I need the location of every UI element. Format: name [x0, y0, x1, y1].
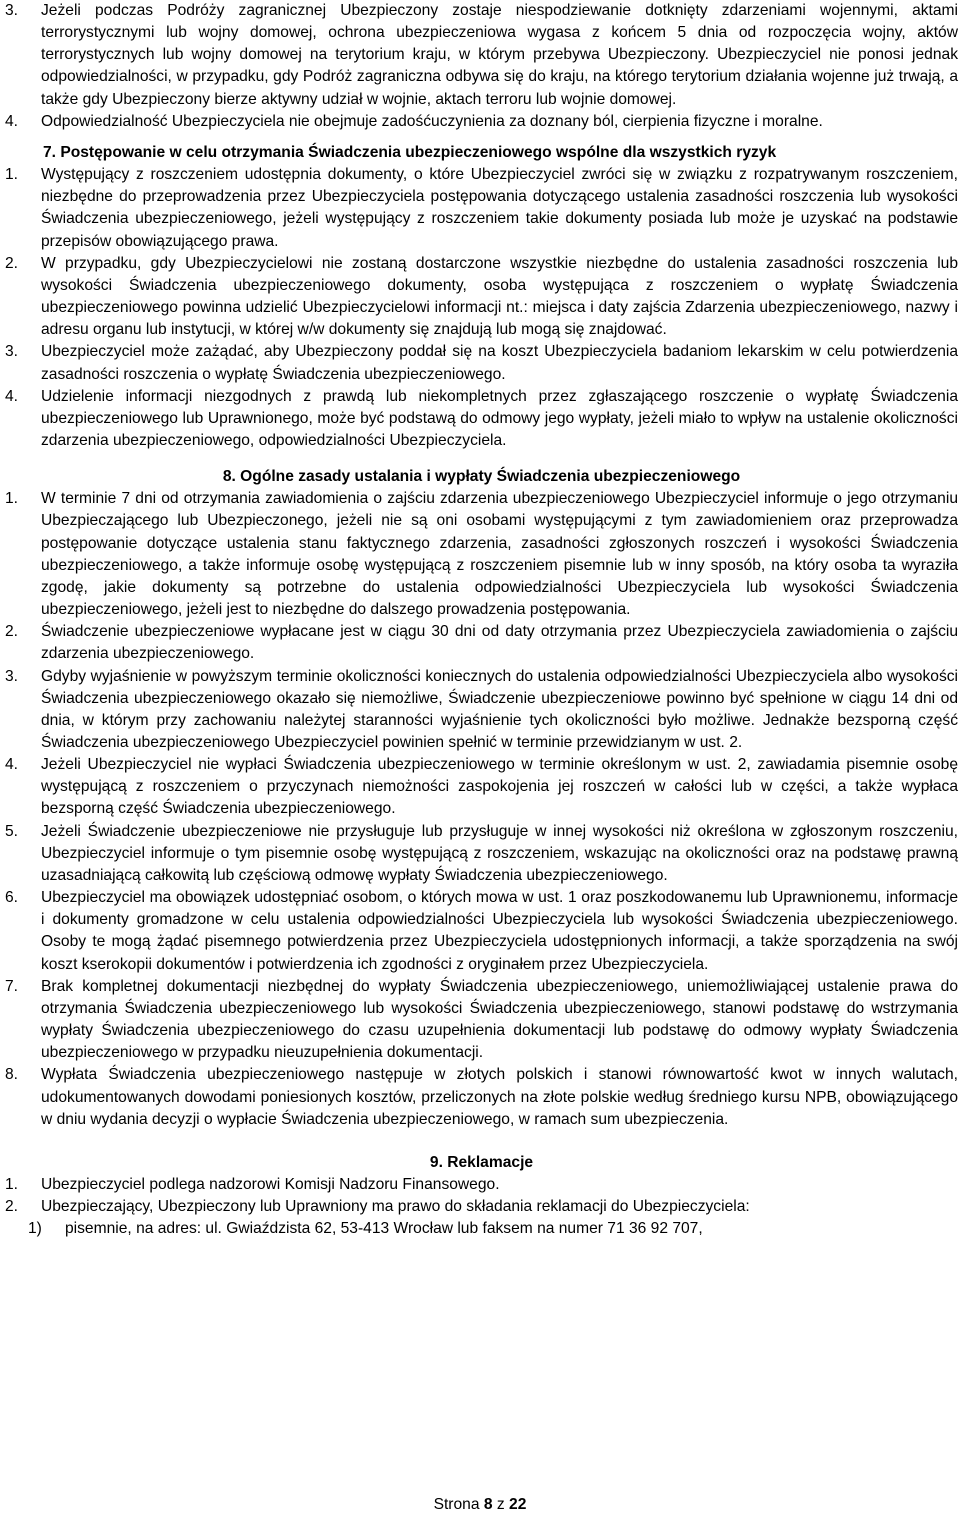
- item-number: 6.: [5, 889, 19, 907]
- item-text: Odpowiedzialność Ubezpieczyciela nie obejmuje zadośćuczynienia za doznany ból, cierpienia fizyczne i moralne.: [41, 112, 823, 130]
- item-number: 2.: [5, 254, 19, 272]
- list-item: [5, 0, 958, 111]
- item-text: W przypadku, gdy Ubezpieczycielowi nie zostaną dostarczone wszystkie niezbędne do ustalenia zasadności roszczenia lub wysokości Świadczenia ubezpieczeniowego dokumenty, osoba występująca z roszczeniem o wypłatę Świadczenia ubezpieczeniowego powinna udzielić Ubezpieczycielowi informacji nt.: miejsca i daty zajścia Zdarzenia ubezpieczeniowego, nazwy i adresu organu lub instytucji, w której w/w dokumenty się znajdują lub mogą się znajdować.: [41, 254, 958, 339]
- item-number: 4.: [5, 387, 19, 405]
- item-text: Ubezpieczający, Ubezpieczony lub Uprawniony ma prawo do składania reklamacji do Ubezpieczyciela:: [41, 1198, 750, 1216]
- section-9-list: [5, 1174, 958, 1218]
- item-number: 3.: [5, 343, 19, 361]
- list-item: [5, 887, 958, 976]
- item-number: 1.: [5, 166, 19, 184]
- sub-item-number: 1): [28, 1220, 42, 1238]
- list-item: [5, 341, 958, 385]
- item-text: Ubezpieczyciel może zażądać, aby Ubezpieczony poddał się na koszt Ubezpieczyciela badaniom lekarskim w celu potwierdzenia zasadności roszczenia o wypłatę Świadczenia ubezpieczeniowego.: [41, 343, 958, 383]
- item-number: 4.: [5, 112, 19, 130]
- item-text: Udzielenie informacji niezgodnych z prawdą lub niekompletnych przez zgłaszającego roszczenie o wypłatę Świadczenia ubezpieczeniowego lub Uprawnionego, może być podstawą do odmowy jego wypłaty, jeżeli miało to wpływ na ustalenie okoliczności zdarzenia ubezpieczeniowego, odpowiedzialności Ubezpieczyciela.: [41, 387, 958, 449]
- list-item: [5, 253, 958, 342]
- list-item: [5, 386, 958, 452]
- item-number: 2.: [5, 623, 19, 641]
- item-text: Gdyby wyjaśnienie w powyższym terminie okoliczności koniecznych do ustalenia odpowiedzialności Ubezpieczyciela albo wysokości Świadczenia ubezpieczeniowego okazało się niemożliwe, Świadczenie ubezpieczeniowe powinno być spełnione w ciągu 14 dni od dnia, w którym przy zachowaniu należytej staranności wyjaśnienie tych okoliczności było możliwe. Jednakże bezsporną część Świadczenia ubezpieczeniowego Ubezpieczyciel powinien spełnić w terminie przewidzianym w ust. 2.: [41, 667, 958, 751]
- item-number: 5.: [5, 822, 19, 840]
- footer-current-page: 8: [483, 1496, 493, 1513]
- document-page: [5, 0, 958, 1240]
- item-number: 3.: [5, 667, 19, 685]
- list-item: [5, 488, 958, 621]
- section-heading-7: 7. Postępowanie w celu otrzymania Świadczenia ubezpieczeniowego wspólne dla wszystkich ryzyk: [43, 143, 777, 161]
- section-6-list: [5, 0, 958, 133]
- list-item: [5, 976, 958, 1065]
- item-number: 2.: [5, 1198, 19, 1216]
- item-number: 1.: [5, 490, 19, 508]
- sub-item-text: pisemnie, na adres: ul. Gwiaździsta 62, 53-413 Wrocław lub faksem na numer 71 36 92 707,: [65, 1220, 703, 1238]
- item-number: 8.: [5, 1066, 19, 1084]
- list-item: [5, 666, 958, 755]
- item-text: Ubezpieczyciel podlega nadzorowi Komisji Nadzoru Finansowego.: [41, 1175, 500, 1193]
- section-8-list: [5, 488, 958, 1131]
- item-number: 3.: [5, 2, 19, 19]
- page-footer: [0, 1494, 960, 1516]
- footer-total-pages: 22: [509, 1496, 527, 1513]
- list-item: [5, 621, 958, 665]
- list-item: [5, 164, 958, 253]
- list-item: [5, 1174, 958, 1196]
- item-text: Świadczenie ubezpieczeniowe wypłacane jest w ciągu 30 dni od daty otrzymania przez Ubezpieczyciela zawiadomienia o zajściu zdarzenia ubezpieczeniowego.: [41, 623, 958, 663]
- list-item: [5, 754, 958, 820]
- item-number: 1.: [5, 1175, 19, 1193]
- item-text: Brak kompletnej dokumentacji niezbędnej do wypłaty Świadczenia ubezpieczeniowego, uniemożliwiającej ustalenie prawa do otrzymania Świadczenia ubezpieczeniowego lub wysokości Świadczenia ubezpieczeniowego, stanowi podstawę do wstrzymania wypłaty Świadczenia ubezpieczeniowego do czasu uzupełnienia dokumentacji lub podstawę do odmowy wypłaty Świadczenia ubezpieczeniowego w przypadku nieuzupełnienia dokumentacji.: [41, 977, 958, 1062]
- section-heading-8: 8. Ogólne zasady ustalania i wypłaty Świadczenia ubezpieczeniowego: [222, 468, 741, 486]
- sub-list-item: [5, 1218, 958, 1240]
- list-item: [5, 111, 958, 133]
- item-number: 4.: [5, 756, 19, 774]
- item-text: Jeżeli Świadczenie ubezpieczeniowe nie przysługuje lub przysługuje w innej wysokości niż określona w zgłoszonym roszczeniu, Ubezpieczyciel informuje o tym pisemnie osobę występującą z roszczeniem, wskazując na okoliczności oraz na podstawę prawną uzasadniającą całkowitą lub częściową odmowę wypłaty Świadczenia ubezpieczeniowego.: [41, 822, 958, 884]
- item-text: Ubezpieczyciel ma obowiązek udostępniać osobom, o których mowa w ust. 1 oraz poszkodowanemu lub Uprawnionemu, informacje i dokumenty gromadzone w celu ustalenia odpowiedzialności Ubezpieczyciela lub wysokości Świadczenia ubezpieczeniowego. Osoby te mogą żądać pisemnego potwierdzenia przez Ubezpieczyciela udostępnionych informacji, a także sporządzenia na swój koszt kserokopii dokumentów i potwierdzenia ich zgodności z oryginałem przez Ubezpieczyciela.: [41, 889, 958, 973]
- footer-page-label: Strona: [433, 1496, 480, 1513]
- item-number: 7.: [5, 977, 19, 995]
- item-text: Występujący z roszczeniem udostępnia dokumenty, o które Ubezpieczyciel zwróci się w związku z rozpatrywanym roszczeniem, niezbędne do przeprowadzenia przez Ubezpieczyciela postępowania dotyczącego ustalenia zasadności roszczenia lub wysokości Świadczenia ubezpieczeniowego, jeżeli występujący z roszczeniem takie dokumenty posiada lub może je uzyskać na podstawie przepisów obowiązującego prawa.: [41, 166, 958, 250]
- section-heading-9: 9. Reklamacje: [429, 1153, 534, 1171]
- list-item: [5, 821, 958, 887]
- item-text: Wypłata Świadczenia ubezpieczeniowego następuje w złotych polskich i stanowi równowartość kwot w innych walutach, udokumentowanych dowodami poniesionych kosztów, przeliczonych na złote polskie według średniego kursu NPB, obowiązującego w dniu wydania decyzji o wypłacie Świadczenia ubezpieczeniowego, w ramach sum ubezpieczenia.: [41, 1066, 958, 1128]
- item-text: Jeżeli podczas Podróży zagranicznej Ubezpieczony zostaje niespodziewanie dotknięty zdarzeniami wojennymi, aktami terrorystycznymi lub wojny domowej, ochrona ubezpieczeniowa wygasa z końcem 5 dnia od rozpoczęcia wojny, aktów terrorystycznych lub wojny domowej na terytorium kraju, w którym przebywa Ubezpieczony. Ubezpieczyciel nie ponosi jednak odpowiedzialności, w przypadku, gdy Podróż zagraniczna odbywa się do kraju, na którego terytorium działania wojenne już trwają, a także gdy Ubezpieczony bierze aktywny udział w wojnie, aktach terroru lub wojnie domowej.: [41, 2, 958, 108]
- list-item: [5, 1196, 958, 1218]
- item-text: Jeżeli Ubezpieczyciel nie wypłaci Świadczenia ubezpieczeniowego w terminie określonym w ust. 2, zawiadamia pisemnie osobę występującą z roszczeniem o przyczynach niemożności zaspokojenia jej roszczeń w całości lub w części, a także wypłaca bezsporną część Świadczenia ubezpieczeniowego.: [41, 756, 958, 818]
- footer-separator: z: [496, 1496, 505, 1513]
- item-text: W terminie 7 dni od otrzymania zawiadomienia o zajściu zdarzenia ubezpieczeniowego Ubezpieczyciel informuje o jego otrzymaniu Ubezpieczającego lub Ubezpieczonego, jeżeli nie są oni osobami występującymi z tym zawiadomieniem oraz przeprowadza postępowanie dotyczące ustalenia stanu faktycznego zdarzenia, zasadności zgłoszonych roszczeń i wysokości Świadczenia ubezpieczeniowego, a także informuje osobę występującą z roszczeniem pisemnie lub w inny sposób, na który osoba ta wyraziła zgodę, jakie dokumenty są potrzebne do ustalenia odpowiedzialności Ubezpieczyciela lub wysokości Świadczenia ubezpieczeniowego, jeżeli jest to niezbędne do dalszego prowadzenia postępowania.: [41, 490, 958, 619]
- section-7-list: [5, 164, 958, 452]
- list-item: [5, 1064, 958, 1130]
